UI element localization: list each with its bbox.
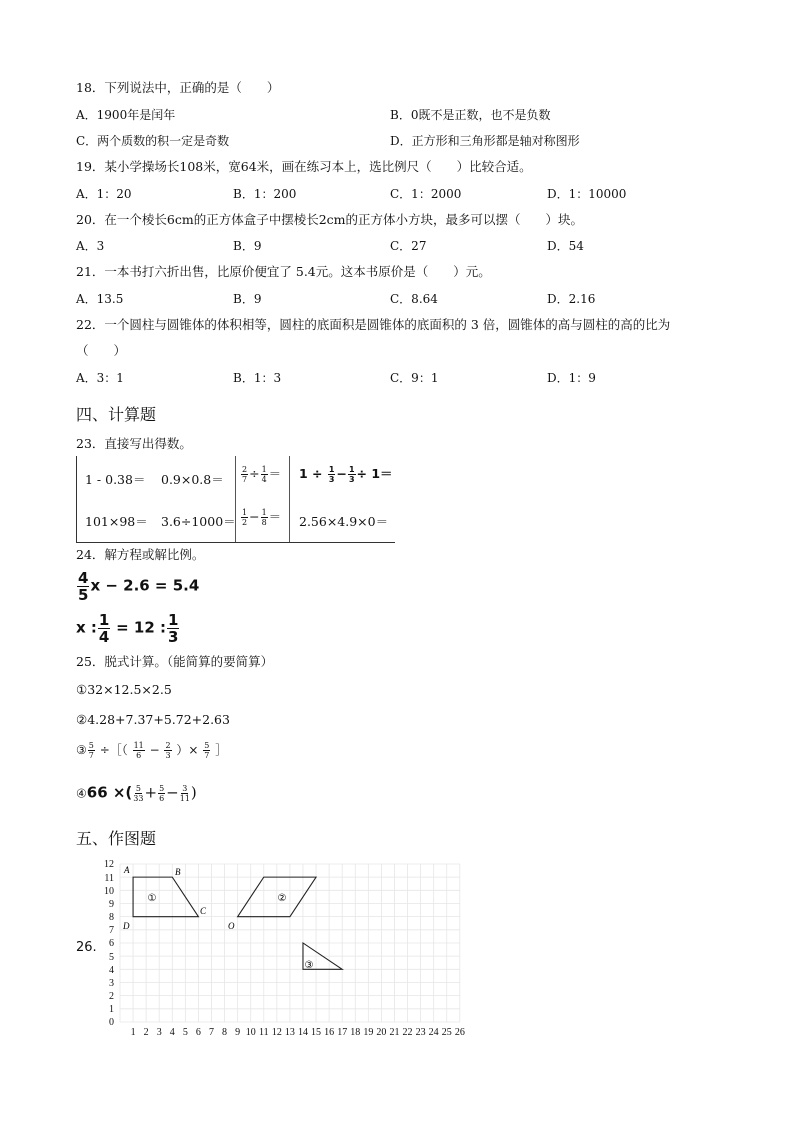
svg-text:14: 14: [297, 1027, 308, 1038]
q18-option-a: A．1900年是闰年: [76, 108, 176, 122]
svg-text:10: 10: [245, 1027, 256, 1038]
svg-text:0: 0: [109, 1017, 114, 1028]
q21-option-a: A．13.5: [76, 292, 124, 306]
calc-r1c1: 1 - 0.38＝: [85, 472, 146, 487]
q23-text: 23．直接写出得数。: [76, 436, 192, 451]
svg-text:24: 24: [428, 1027, 439, 1038]
svg-text:11: 11: [258, 1027, 269, 1038]
q22-text-cont: （ ）: [76, 343, 127, 358]
svg-text:7: 7: [208, 1027, 214, 1038]
calc-r1c4: 1 ÷ $\frac{1}{3}$ − $\frac{1}{3}$ ÷ 1＝: [299, 465, 393, 484]
q25-text: 25．脱式计算。（能简算的要简算）: [76, 654, 274, 669]
y-axis-ticks: [104, 859, 114, 1028]
q23-calc-table: [76, 456, 395, 543]
q24-equation-1: $\frac{4}{5}$ х − 2.6 = 5.4: [78, 569, 200, 604]
q26-coordinate-grid: [100, 855, 470, 1044]
q22-option-b: B．1：3: [233, 371, 282, 385]
q19-text: 19．某小学操场长108米，宽64米，画在练习本上，选比例尺（ ）比较合适。: [76, 159, 532, 174]
q20-option-c: C．27: [390, 239, 427, 253]
svg-text:21: 21: [389, 1027, 400, 1038]
svg-text:3: 3: [109, 978, 114, 989]
svg-text:25: 25: [441, 1027, 452, 1038]
svg-text:4: 4: [109, 965, 114, 976]
svg-text:6: 6: [195, 1027, 201, 1038]
svg-text:8: 8: [109, 912, 114, 923]
q25-item-3: ③ $\frac{5}{7}$ ÷［（ $\frac{11}{6}$ − $\frac{2}{3}$ ）× $\frac{5}{7}$ ］: [76, 741, 228, 760]
shape-1-label: ①: [147, 893, 157, 904]
shape-2-label: ②: [277, 893, 287, 904]
svg-text:26: 26: [454, 1027, 465, 1038]
svg-text:15: 15: [311, 1027, 322, 1038]
q20-option-d: D．54: [547, 239, 584, 253]
q19-option-a: A．1：20: [76, 187, 132, 201]
calc-r2c1: 101×98＝: [85, 514, 148, 529]
svg-text:12: 12: [104, 859, 114, 870]
q25-item-2: ②4.28+7.37+5.72+2.63: [76, 712, 230, 727]
q21-option-b: B．9: [233, 292, 262, 306]
q22-option-a: A．3：1: [76, 371, 124, 385]
svg-text:9: 9: [109, 899, 114, 910]
q18-text: 18．下列说法中，正确的是（ ）: [76, 80, 280, 95]
svg-text:20: 20: [376, 1027, 387, 1038]
svg-text:19: 19: [363, 1027, 374, 1038]
shape-3-label: ③: [304, 960, 314, 971]
q24-equation-2: х : $\frac{1}{4}$ = 12 : $\frac{1}{3}$: [76, 611, 179, 646]
grid-lines: [120, 864, 460, 1022]
calc-r1c3: $\frac{2}{7}$ ÷ $\frac{1}{4}$ ＝: [242, 465, 282, 484]
calc-r2c3: $\frac{1}{2}$ − $\frac{1}{8}$ ＝: [242, 508, 282, 527]
q21-option-d: D．2.16: [547, 292, 596, 306]
svg-text:5: 5: [109, 952, 114, 963]
svg-text:9: 9: [235, 1027, 241, 1038]
svg-text:4: 4: [169, 1027, 175, 1038]
section-title-calculation: 四、计算题: [76, 405, 157, 424]
q20-option-a: A．3: [76, 239, 105, 253]
q21-option-c: C．8.64: [390, 292, 438, 306]
q25-item-1: ①32×12.5×2.5: [76, 682, 172, 697]
q18-option-b: B．0既不是正数，也不是负数: [390, 108, 551, 122]
svg-text:7: 7: [109, 925, 114, 936]
point-o-label: O: [228, 921, 235, 931]
svg-text:2: 2: [143, 1027, 149, 1038]
calc-r2c2: 3.6÷1000＝: [161, 514, 236, 529]
point-a-label: A: [124, 865, 130, 875]
point-b-label: B: [175, 867, 181, 877]
svg-text:1: 1: [109, 1004, 114, 1015]
svg-text:23: 23: [415, 1027, 426, 1038]
svg-text:6: 6: [109, 938, 114, 949]
svg-text:18: 18: [350, 1027, 361, 1038]
q24-text: 24．解方程或解比例。: [76, 547, 205, 562]
q25-item-4: ④66 ×( $\frac{5}{33}$ + $\frac{5}{6}$ − $\frac{3}{11}$ ): [76, 783, 197, 803]
q22-option-d: D．1：9: [547, 371, 596, 385]
svg-text:17: 17: [337, 1027, 348, 1038]
q19-option-b: B．1：200: [233, 187, 297, 201]
shape-1-trapezoid: [133, 877, 198, 917]
table-divider: [289, 456, 290, 542]
section-title-drawing: 五、作图题: [76, 829, 157, 848]
q22-text: 22．一个圆柱与圆锥体的体积相等，圆柱的底面积是圆锥体的底面积的 3 倍，圆锥体的高与圆柱的高的比为: [76, 317, 671, 332]
svg-text:8: 8: [222, 1027, 228, 1038]
svg-text:12: 12: [271, 1027, 282, 1038]
svg-text:5: 5: [182, 1027, 188, 1038]
svg-text:3: 3: [156, 1027, 162, 1038]
svg-text:2: 2: [109, 991, 114, 1002]
x-axis-ticks: [131, 1027, 465, 1038]
svg-text:11: 11: [104, 873, 114, 884]
point-d-label: D: [123, 921, 130, 931]
svg-text:10: 10: [104, 886, 114, 897]
calc-r2c4: 2.56×4.9×0＝: [299, 514, 389, 529]
svg-text:1: 1: [130, 1027, 136, 1038]
svg-text:22: 22: [402, 1027, 413, 1038]
q21-text: 21．一本书打六折出售，比原价便宜了 5.4元。这本书原价是（ ）元。: [76, 264, 491, 279]
q22-option-c: C．9：1: [390, 371, 439, 385]
svg-text:13: 13: [284, 1027, 295, 1038]
q26-label: 26.: [76, 940, 97, 955]
calc-r1c2: 0.9×0.8＝: [161, 472, 224, 487]
svg-text:16: 16: [324, 1027, 335, 1038]
q19-option-d: D．1：10000: [547, 187, 627, 201]
q18-option-c: C．两个质数的积一定是奇数: [76, 134, 230, 148]
point-c-label: C: [200, 906, 207, 916]
q20-text: 20．在一个棱长6cm的正方体盒子中摆棱长2cm的正方体小方块，最多可以摆（ ）块。: [76, 212, 584, 227]
q19-option-c: C．1：2000: [390, 187, 462, 201]
q20-option-b: B．9: [233, 239, 262, 253]
q18-option-d: D．正方形和三角形都是轴对称图形: [390, 134, 580, 148]
